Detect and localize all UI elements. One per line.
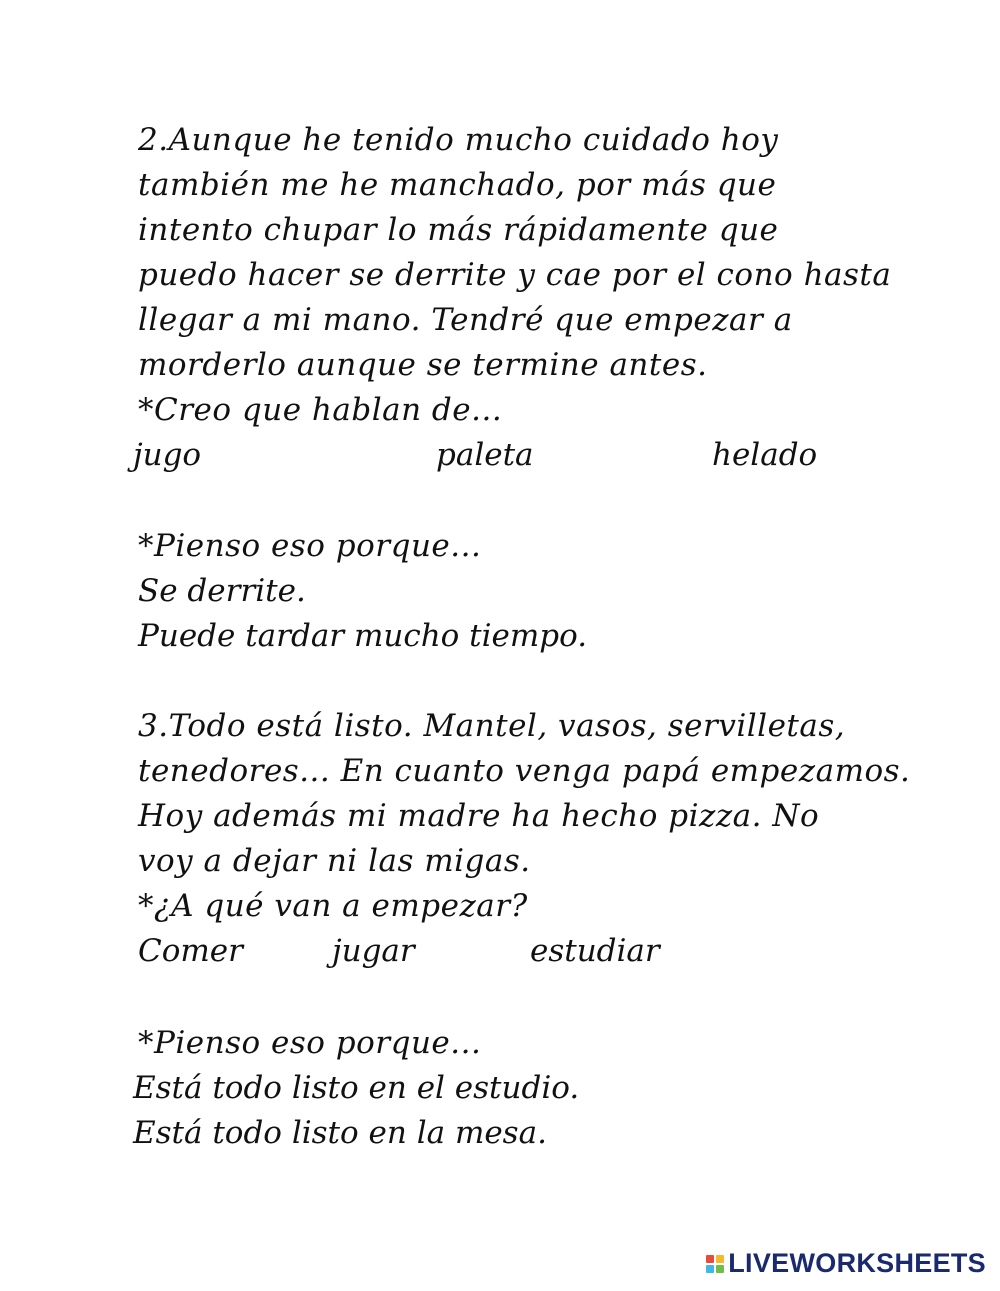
liveworksheets-logo: [706, 1248, 986, 1279]
story-2-line-3: intento chupar lo más rápidamente que: [138, 212, 779, 248]
question-3: *¿A qué van a empezar?: [138, 888, 528, 924]
logo-text: LIVEWORKSHEETS: [728, 1248, 986, 1278]
reason-3-option-2[interactable]: Está todo listo en la mesa.: [133, 1115, 547, 1151]
story-2-line-5: llegar a mi mano. Tendré que empezar a: [138, 302, 793, 338]
option-estudiar[interactable]: estudiar: [530, 933, 660, 969]
option-comer[interactable]: Comer: [138, 933, 243, 969]
story-2-line-2: también me he manchado, por más que: [138, 167, 777, 203]
option-paleta[interactable]: paleta: [436, 437, 534, 473]
option-helado[interactable]: helado: [712, 437, 818, 473]
reason-2-option-1[interactable]: Se derrite.: [138, 573, 306, 609]
story-2-line-6: morderlo aunque se termine antes.: [138, 347, 708, 383]
story-2-line-4: puedo hacer se derrite y cae por el cono hasta: [138, 257, 892, 293]
story-3-line-3: Hoy además mi madre ha hecho pizza. No: [138, 798, 820, 834]
reason-2-option-2[interactable]: Puede tardar mucho tiempo.: [138, 618, 588, 654]
logo-blocks-icon: [706, 1255, 724, 1273]
story-3-line-1: 3.Todo está listo. Mantel, vasos, servilletas,: [138, 708, 846, 744]
story-2-line-1: 2.Aunque he tenido mucho cuidado hoy: [138, 122, 779, 158]
reason-3-option-1[interactable]: Está todo listo en el estudio.: [133, 1070, 580, 1106]
option-jugo[interactable]: jugo: [133, 437, 202, 473]
story-3-line-4: voy a dejar ni las migas.: [138, 843, 531, 879]
reason-prompt-3: *Pienso eso porque...: [138, 1025, 482, 1061]
reason-prompt-2: *Pienso eso porque...: [138, 528, 482, 564]
story-3-line-2: tenedores... En cuanto venga papá empezamos.: [138, 753, 911, 789]
option-jugar[interactable]: jugar: [332, 933, 415, 969]
question-2: *Creo que hablan de...: [138, 392, 503, 428]
